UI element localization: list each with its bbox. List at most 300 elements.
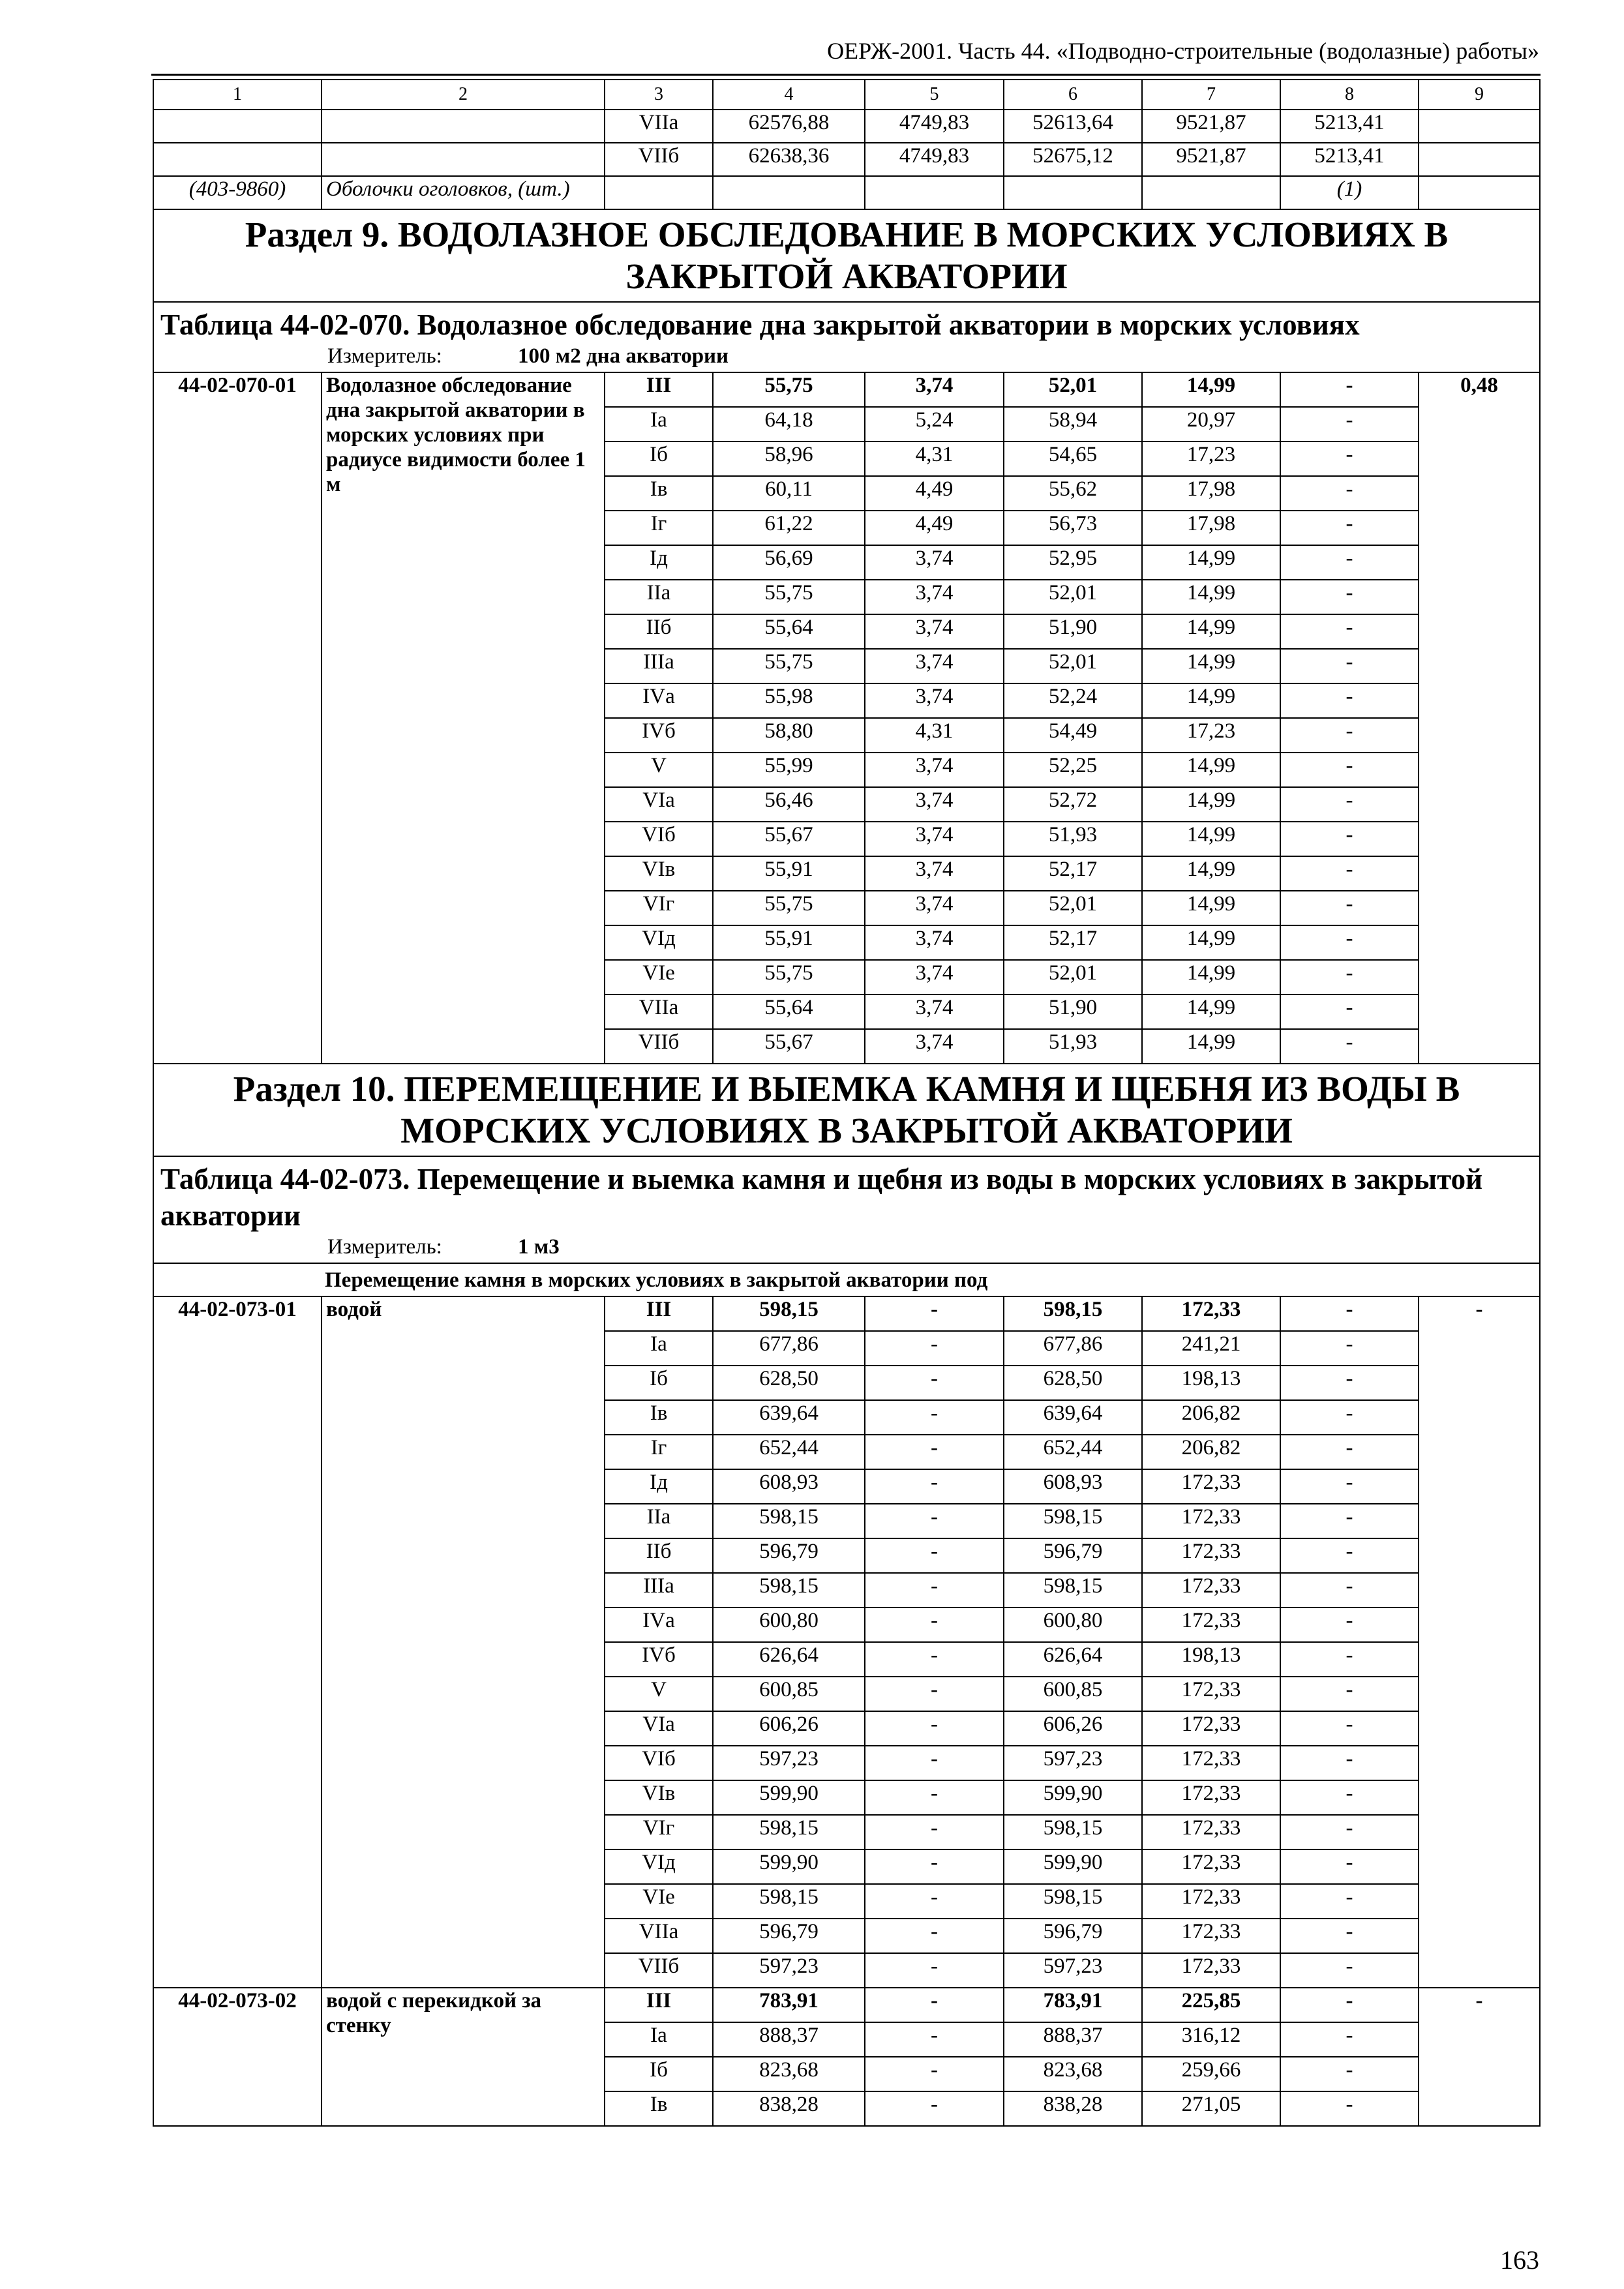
region-cell: Iб [605,1366,713,1400]
materials-cell: - [1280,1677,1419,1711]
region-cell: VIг [605,1815,713,1849]
machinist-wage-cell: 172,33 [1142,1608,1280,1642]
direct-cost-cell: 60,11 [713,476,865,511]
wage-cell: - [865,1953,1004,1988]
direct-cost-cell: 596,79 [713,1919,865,1953]
materials-cell: - [1280,372,1419,407]
wage-cell: - [865,1746,1004,1780]
region-cell: VIд [605,1849,713,1884]
machine-cost-cell: 597,23 [1004,1953,1142,1988]
machine-cost-cell: 598,15 [1004,1573,1142,1608]
materials-cell: - [1280,1296,1419,1331]
machinist-wage-cell: 172,33 [1142,1677,1280,1711]
machinist-wage-cell: 14,99 [1142,925,1280,960]
materials-cell: - [1280,1780,1419,1815]
region-cell: VIIб [605,1953,713,1988]
region-cell: IVа [605,683,713,718]
materials-cell: - [1280,787,1419,822]
rates-table [153,79,1541,2127]
region-cell: VIв [605,1780,713,1815]
machine-cost-cell: 52,01 [1004,372,1142,407]
table-44-02-070-heading [153,302,1540,372]
materials-cell: - [1280,1504,1419,1538]
wage-cell: 4,49 [865,476,1004,511]
item-code-cell: (403-9860) [153,176,322,209]
section-9-heading [153,209,1540,302]
materials-cell: - [1280,1366,1419,1400]
direct-cost-cell: 628,50 [713,1366,865,1400]
region-cell: Iа [605,2022,713,2057]
wage-cell: - [865,1711,1004,1746]
machinist-wage-cell: 17,98 [1142,511,1280,545]
machine-cost-cell: 628,50 [1004,1366,1142,1400]
wage-cell: 3,74 [865,614,1004,649]
machine-cost-cell: 597,23 [1004,1746,1142,1780]
wage-cell: - [865,1331,1004,1366]
direct-cost-cell: 62576,88 [713,110,865,143]
direct-cost-cell: 597,23 [713,1953,865,1988]
wage-cell: 3,74 [865,753,1004,787]
machine-cost-cell: 52,95 [1004,545,1142,580]
direct-cost-cell: 55,75 [713,960,865,995]
machine-cost-cell: 599,90 [1004,1780,1142,1815]
machinist-wage-cell: 271,05 [1142,2091,1280,2126]
machine-cost-cell: 598,15 [1004,1296,1142,1331]
direct-cost-cell: 600,85 [713,1677,865,1711]
machinist-wage-cell: 14,99 [1142,822,1280,856]
region-cell: Iд [605,545,713,580]
machine-cost-cell: 823,68 [1004,2057,1142,2091]
machinist-wage-cell: 172,33 [1142,1296,1280,1331]
machinist-wage-cell [1142,176,1280,209]
item-code-cell: 44-02-073-02 [153,1988,322,2126]
table-title: Таблица 44-02-070. Водолазное обследование дна закрытой акватории в морских условиях [160,308,1360,341]
region-cell: VIIб [605,143,713,176]
materials-cell: - [1280,511,1419,545]
machinist-wage-cell: 14,99 [1142,856,1280,891]
wage-cell: - [865,1469,1004,1504]
direct-cost-cell: 56,46 [713,787,865,822]
column-number: 7 [1142,80,1280,110]
machinist-wage-cell: 14,99 [1142,995,1280,1029]
machine-cost-cell [1004,176,1142,209]
direct-cost-cell: 598,15 [713,1815,865,1849]
region-cell: Iг [605,1435,713,1469]
running-header: ОЕРЖ-2001. Часть 44. «Подводно-строительные (водолазные) работы» [827,38,1539,64]
machinist-wage-cell: 206,82 [1142,1400,1280,1435]
wage-cell: - [865,1504,1004,1538]
region-cell: IIIа [605,1573,713,1608]
direct-cost-cell: 599,90 [713,1780,865,1815]
direct-cost-cell: 598,15 [713,1573,865,1608]
machinist-wage-cell: 14,99 [1142,753,1280,787]
machinist-wage-cell: 172,33 [1142,1884,1280,1919]
direct-cost-cell: 598,15 [713,1884,865,1919]
machinist-wage-cell: 172,33 [1142,1919,1280,1953]
machine-cost-cell: 888,37 [1004,2022,1142,2057]
unit-value: 100 м2 дна акватории [518,344,729,368]
direct-cost-cell: 626,64 [713,1642,865,1677]
direct-cost-cell: 62638,36 [713,143,865,176]
region-cell: V [605,753,713,787]
machinist-wage-cell: 14,99 [1142,545,1280,580]
equipment-cell: 0,48 [1419,372,1540,1064]
item-code-cell: 44-02-070-01 [153,372,322,1064]
direct-cost-cell: 55,64 [713,995,865,1029]
unit-label: Измеритель: [327,344,442,368]
direct-cost-cell [713,176,865,209]
wage-cell: - [865,1642,1004,1677]
machinist-wage-cell: 198,13 [1142,1642,1280,1677]
direct-cost-cell: 55,91 [713,925,865,960]
table-44-02-070-heading-cell [153,302,1540,372]
materials-cell: - [1280,683,1419,718]
machinist-wage-cell: 9521,87 [1142,143,1280,176]
region-cell: VIIа [605,1919,713,1953]
item-description-cell: Оболочки оголовков, (шт.) [322,176,605,209]
unit-label: Измеритель: [327,1235,442,1259]
page-number: 163 [1500,2245,1539,2275]
materials-cell: - [1280,822,1419,856]
direct-cost-cell: 61,22 [713,511,865,545]
wage-cell: - [865,1815,1004,1849]
materials-cell: - [1280,1573,1419,1608]
machinist-wage-cell: 172,33 [1142,1469,1280,1504]
region-cell: VIIб [605,1029,713,1064]
machinist-wage-cell: 17,98 [1142,476,1280,511]
wage-cell: 3,74 [865,925,1004,960]
wage-cell: 5,24 [865,407,1004,441]
machine-cost-cell: 58,94 [1004,407,1142,441]
materials-cell: - [1280,718,1419,753]
direct-cost-cell: 598,15 [713,1296,865,1331]
wage-cell: - [865,1538,1004,1573]
machinist-wage-cell: 14,99 [1142,1029,1280,1064]
machine-cost-cell: 52613,64 [1004,110,1142,143]
direct-cost-cell: 598,15 [713,1504,865,1538]
direct-cost-cell: 652,44 [713,1435,865,1469]
machine-cost-cell: 52,24 [1004,683,1142,718]
machine-cost-cell: 596,79 [1004,1538,1142,1573]
machine-cost-cell: 608,93 [1004,1469,1142,1504]
materials-cell: - [1280,1849,1419,1884]
direct-cost-cell: 600,80 [713,1608,865,1642]
item-code-cell: 44-02-073-01 [153,1296,322,1988]
materials-cell: - [1280,1746,1419,1780]
continued-row [153,110,1540,143]
materials-cell: - [1280,1642,1419,1677]
materials-cell: - [1280,1029,1419,1064]
materials-cell: - [1280,2057,1419,2091]
wage-cell: - [865,1608,1004,1642]
materials-cell: - [1280,1953,1419,1988]
machinist-wage-cell: 20,97 [1142,407,1280,441]
materials-cell: - [1280,649,1419,683]
region-cell: IIа [605,580,713,614]
wage-cell: 3,74 [865,995,1004,1029]
materials-cell: - [1280,1608,1419,1642]
machinist-wage-cell: 172,33 [1142,1815,1280,1849]
machine-cost-cell: 51,90 [1004,995,1142,1029]
direct-cost-cell: 838,28 [713,2091,865,2126]
wage-cell: 3,74 [865,891,1004,925]
machinist-wage-cell: 206,82 [1142,1435,1280,1469]
machine-cost-cell: 54,49 [1004,718,1142,753]
machinist-wage-cell: 17,23 [1142,718,1280,753]
materials-cell: - [1280,476,1419,511]
machinist-wage-cell: 172,33 [1142,1504,1280,1538]
column-number-row [153,80,1540,110]
wage-cell: 4749,83 [865,110,1004,143]
direct-cost-cell: 888,37 [713,2022,865,2057]
wage-cell: 3,74 [865,787,1004,822]
wage-cell: - [865,2057,1004,2091]
wage-cell: - [865,2091,1004,2126]
machine-cost-cell: 783,91 [1004,1988,1142,2022]
direct-cost-cell: 55,98 [713,683,865,718]
machine-cost-cell: 52,72 [1004,787,1142,822]
region-cell: Iг [605,511,713,545]
region-cell: Iб [605,441,713,476]
machinist-wage-cell: 225,85 [1142,1988,1280,2022]
machine-cost-cell: 639,64 [1004,1400,1142,1435]
machinist-wage-cell: 198,13 [1142,1366,1280,1400]
wage-cell: - [865,1435,1004,1469]
region-cell: VIд [605,925,713,960]
wage-cell: 3,74 [865,372,1004,407]
region-cell: VIв [605,856,713,891]
machine-cost-cell: 598,15 [1004,1884,1142,1919]
column-number: 4 [713,80,865,110]
equipment-cell: - [1419,1988,1540,2126]
materials-cell: - [1280,1884,1419,1919]
wage-cell: - [865,1573,1004,1608]
rate-row [153,1296,1540,1331]
equipment-cell: - [1419,1296,1540,1988]
wage-cell: 3,74 [865,1029,1004,1064]
wage-cell: - [865,1296,1004,1331]
item-description-cell: Водолазное обследование дна закрытой акватории в морских условиях при радиусе видимости более 1 м [322,372,605,1064]
region-cell: VIIа [605,110,713,143]
direct-cost-cell: 599,90 [713,1849,865,1884]
machinist-wage-cell: 259,66 [1142,2057,1280,2091]
column-number: 8 [1280,80,1419,110]
machine-cost-cell: 55,62 [1004,476,1142,511]
machinist-wage-cell: 241,21 [1142,1331,1280,1366]
rates-table-body [153,80,1540,2126]
machinist-wage-cell: 172,33 [1142,1538,1280,1573]
machinist-wage-cell: 14,99 [1142,614,1280,649]
materials-cell: 5213,41 [1280,143,1419,176]
materials-cell: - [1280,545,1419,580]
region-cell: IVб [605,718,713,753]
machinist-wage-cell: 14,99 [1142,372,1280,407]
machinist-wage-cell: 14,99 [1142,580,1280,614]
direct-cost-cell: 597,23 [713,1746,865,1780]
wage-cell: - [865,1988,1004,2022]
machine-cost-cell: 51,93 [1004,1029,1142,1064]
wage-cell: 3,74 [865,822,1004,856]
materials-cell: - [1280,1469,1419,1504]
machinist-wage-cell: 172,33 [1142,1953,1280,1988]
direct-cost-cell: 55,75 [713,891,865,925]
item-description-cell: водой с перекидкой за стенку [322,1988,605,2126]
direct-cost-cell: 64,18 [713,407,865,441]
machine-cost-cell: 606,26 [1004,1711,1142,1746]
region-cell: IVа [605,1608,713,1642]
machine-cost-cell: 56,73 [1004,511,1142,545]
direct-cost-cell: 639,64 [713,1400,865,1435]
direct-cost-cell: 55,67 [713,1029,865,1064]
wage-cell: - [865,1677,1004,1711]
region-cell: III [605,1296,713,1331]
machinist-wage-cell: 172,33 [1142,1746,1280,1780]
machinist-wage-cell: 14,99 [1142,891,1280,925]
materials-cell: - [1280,614,1419,649]
region-cell: Iд [605,1469,713,1504]
machine-cost-cell: 52,01 [1004,649,1142,683]
machine-cost-cell: 54,65 [1004,441,1142,476]
region-cell: Iа [605,407,713,441]
direct-cost-cell: 55,64 [713,614,865,649]
column-number: 5 [865,80,1004,110]
machine-cost-cell: 599,90 [1004,1849,1142,1884]
region-cell: Iв [605,476,713,511]
region-cell: IIа [605,1504,713,1538]
machinist-wage-cell: 17,23 [1142,441,1280,476]
unit-value: 1 м3 [518,1235,560,1259]
region-cell: IIб [605,1538,713,1573]
materials-cell: - [1280,1331,1419,1366]
machine-cost-cell: 51,93 [1004,822,1142,856]
direct-cost-cell: 56,69 [713,545,865,580]
column-number: 2 [322,80,605,110]
equipment-cell [1419,176,1540,209]
wage-cell: 4,49 [865,511,1004,545]
machinist-wage-cell: 172,33 [1142,1711,1280,1746]
region-cell: Iб [605,2057,713,2091]
materials-cell: - [1280,1538,1419,1573]
region-cell: VIе [605,960,713,995]
wage-cell: 3,74 [865,960,1004,995]
direct-cost-cell: 783,91 [713,1988,865,2022]
direct-cost-cell: 596,79 [713,1538,865,1573]
machine-cost-cell: 596,79 [1004,1919,1142,1953]
region-cell: VIб [605,1746,713,1780]
materials-cell: - [1280,441,1419,476]
materials-cell: - [1280,1919,1419,1953]
direct-cost-cell: 58,96 [713,441,865,476]
subheading-cell: Перемещение камня в морских условиях в закрытой акватории под [153,1263,1540,1296]
machine-cost-cell: 626,64 [1004,1642,1142,1677]
materials-cell: - [1280,925,1419,960]
continued-row [153,176,1540,209]
wage-cell: - [865,2022,1004,2057]
region-cell: Iв [605,1400,713,1435]
wage-cell: 3,74 [865,683,1004,718]
region-cell: VIг [605,891,713,925]
machinist-wage-cell: 14,99 [1142,649,1280,683]
wage-cell: 4,31 [865,718,1004,753]
region-cell: VIе [605,1884,713,1919]
materials-cell: - [1280,1435,1419,1469]
materials-cell: - [1280,580,1419,614]
wage-cell: 3,74 [865,649,1004,683]
materials-cell: - [1280,960,1419,995]
machine-cost-cell: 52,25 [1004,753,1142,787]
direct-cost-cell: 55,91 [713,856,865,891]
region-cell [605,176,713,209]
wage-cell: 4,31 [865,441,1004,476]
item-description-cell [322,110,605,143]
machinist-wage-cell: 14,99 [1142,787,1280,822]
materials-cell: - [1280,2091,1419,2126]
subheading-row [153,1263,1540,1296]
wage-cell: - [865,1780,1004,1815]
direct-cost-cell: 55,67 [713,822,865,856]
region-cell: VIа [605,787,713,822]
item-code-cell [153,110,322,143]
direct-cost-cell: 55,75 [713,372,865,407]
region-cell: III [605,372,713,407]
machine-cost-cell: 51,90 [1004,614,1142,649]
region-cell: IIIа [605,649,713,683]
equipment-cell [1419,110,1540,143]
direct-cost-cell: 608,93 [713,1469,865,1504]
wage-cell: - [865,1849,1004,1884]
materials-cell: - [1280,995,1419,1029]
materials-cell: - [1280,407,1419,441]
table-44-02-073-heading [153,1156,1540,1263]
unit-of-measure [160,343,1533,369]
materials-cell: 5213,41 [1280,110,1419,143]
direct-cost-cell: 58,80 [713,718,865,753]
wage-cell: - [865,1884,1004,1919]
region-cell: VIа [605,1711,713,1746]
region-cell: VIIа [605,995,713,1029]
machinist-wage-cell: 316,12 [1142,2022,1280,2057]
column-number: 9 [1419,80,1540,110]
direct-cost-cell: 55,75 [713,580,865,614]
materials-cell: - [1280,753,1419,787]
wage-cell: 3,74 [865,580,1004,614]
direct-cost-cell: 823,68 [713,2057,865,2091]
materials-cell: - [1280,1988,1419,2022]
wage-cell: 3,74 [865,856,1004,891]
section-10-heading-title: Раздел 10. ПЕРЕМЕЩЕНИЕ И ВЫЕМКА КАМНЯ И ЩЕБНЯ ИЗ ВОДЫ В МОРСКИХ УСЛОВИЯХ В ЗАКРЫТОЙ АКВАТОРИИ [153,1064,1540,1156]
rate-row [153,1988,1540,2022]
machinist-wage-cell: 172,33 [1142,1573,1280,1608]
wage-cell: - [865,1919,1004,1953]
machine-cost-cell: 598,15 [1004,1815,1142,1849]
rate-row [153,372,1540,407]
machinist-wage-cell: 14,99 [1142,683,1280,718]
table-title: Таблица 44-02-073. Перемещение и выемка камня и щебня из воды в морских условиях в закрытой акватории [160,1163,1483,1232]
column-number: 3 [605,80,713,110]
wage-cell: 3,74 [865,545,1004,580]
section-10-heading [153,1064,1540,1156]
column-number: 6 [1004,80,1142,110]
section-9-heading-title: Раздел 9. ВОДОЛАЗНОЕ ОБСЛЕДОВАНИЕ В МОРСКИХ УСЛОВИЯХ В ЗАКРЫТОЙ АКВАТОРИИ [153,209,1540,302]
direct-cost-cell: 606,26 [713,1711,865,1746]
machine-cost-cell: 52,01 [1004,580,1142,614]
machine-cost-cell: 652,44 [1004,1435,1142,1469]
item-description-cell: водой [322,1296,605,1988]
direct-cost-cell: 55,75 [713,649,865,683]
machine-cost-cell: 52,17 [1004,856,1142,891]
machine-cost-cell: 677,86 [1004,1331,1142,1366]
table-44-02-073-heading-cell [153,1156,1540,1263]
